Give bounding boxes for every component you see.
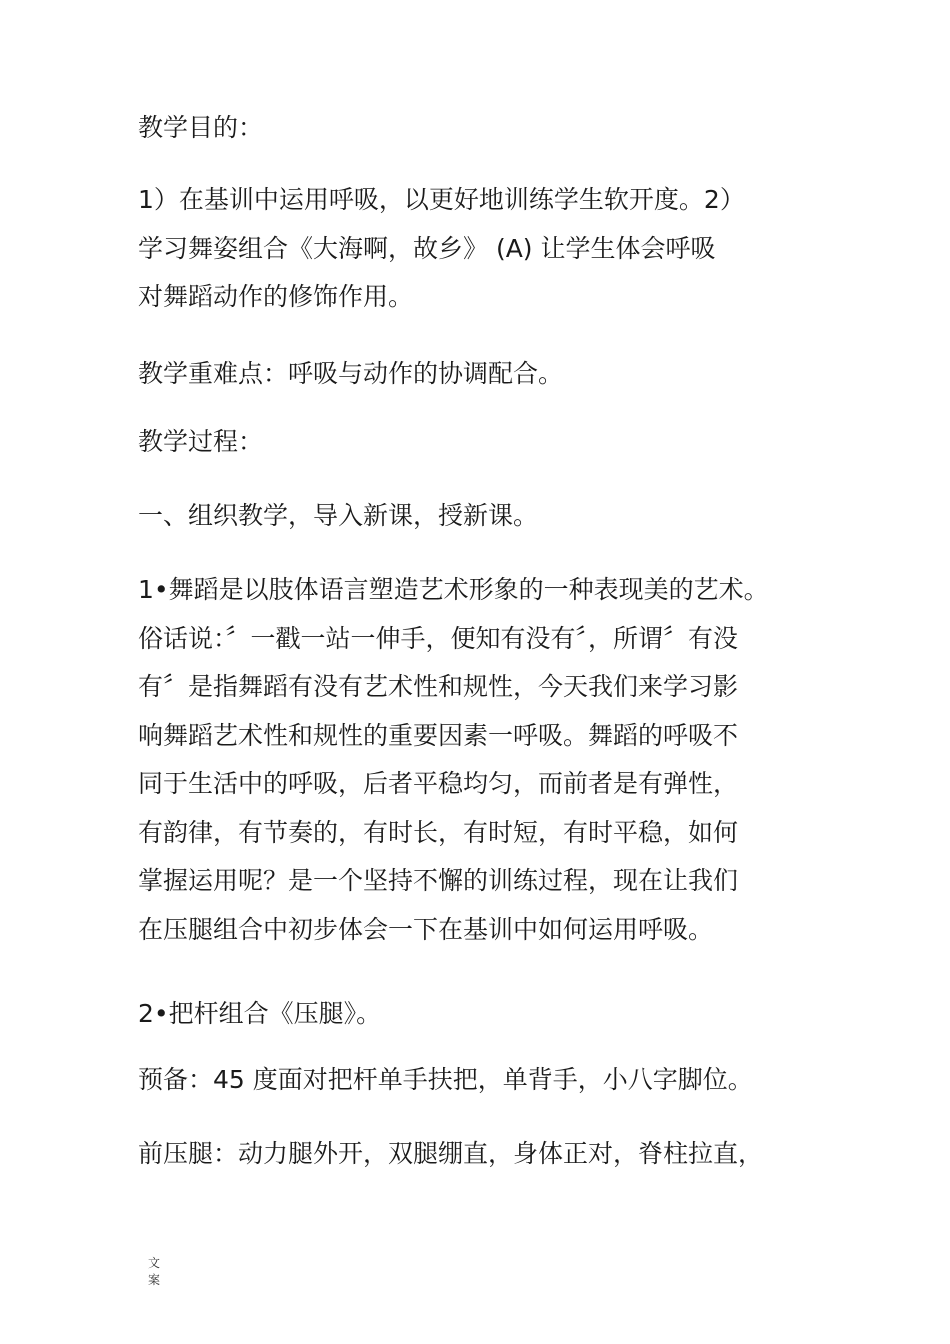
page-footer-label: 文 案 [148, 1256, 161, 1287]
paragraph-process-heading: 教学过程： [138, 427, 264, 456]
paragraph-key-difficulties: 教学重难点：呼吸与动作的协调配合。 [138, 359, 564, 388]
paragraph-teaching-goal-heading: 教学目的： [138, 113, 264, 142]
paragraph-teaching-goals: 1）在基训中运用呼吸，以更好地训练学生软开度。2） 学习舞姿组合《大海啊，故乡》 (A) 让学生体会呼吸 对舞蹈动作的修饰作用。 [138, 185, 745, 311]
paragraph-point-two: 2•把杆组合《压腿》。 [138, 999, 382, 1028]
paragraph-point-one: 1•舞蹈是以肢体语言塑造艺术形象的一种表现美的艺术。 俗话说：〞一戳一站一伸手，便知有没有〞，所谓〞有没 有〞是指舞蹈有没有艺术性和规性，今天我们来学习影 响舞蹈艺术性和规性的重要因素一呼吸。舞蹈的呼吸不 同于生活中的呼吸，后者平稳均匀，而前者是有弹性， 有韵律，有节奏的，有时长，有时短，有时平稳，如何 掌握运用呢？是一个坚持不懈的训练过程，现在让我们 在压腿组合中初步体会一下在基训中如何运用呼吸。 [138, 575, 769, 944]
paragraph-section-one: 一、组织教学，导入新课，授新课。 [138, 501, 539, 530]
paragraph-front-leg-press: 前压腿：动力腿外开，双腿绷直，身体正对，脊柱拉直， [138, 1139, 764, 1168]
paragraph-preparation: 预备：45 度面对把杆单手扶把，单背手，小八字脚位。 [138, 1065, 753, 1094]
